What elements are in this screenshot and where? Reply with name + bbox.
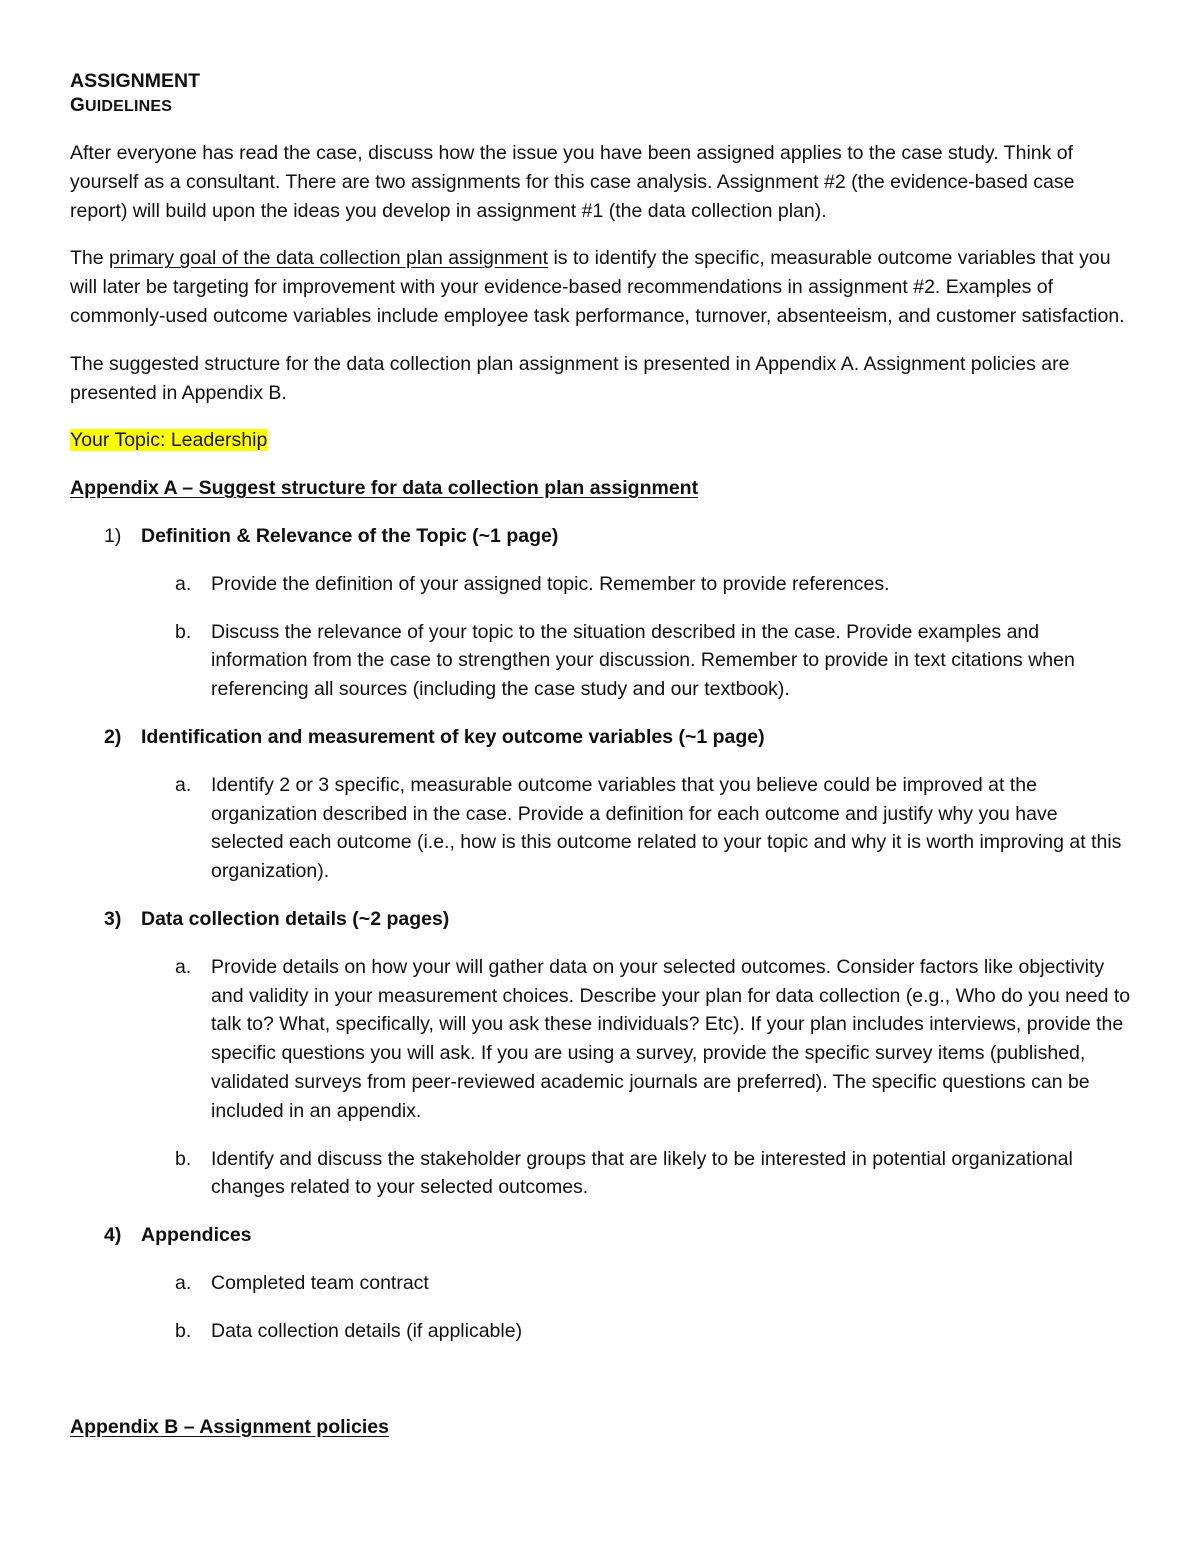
primary-goal-underlined: primary goal of the data collection plan assignment xyxy=(109,247,549,270)
item-text: Identify 2 or 3 specific, measurable outcome variables that you believe could be improved at the organization described in the case. Provide a definition for each outcome and justify why you have selected each outcome (i.e., how is this outcome related to your topic and why it is worth improving at this organization). xyxy=(211,773,1122,883)
document-title: ASSIGNMENT xyxy=(70,70,201,92)
p2-rest: is to identify the specific, measurable outcome variables that you will later be targeting for improvement with your evidence-based recommendations in assignment #2. Examples of commonly-used outcome variables include employee task performance, turnover, absenteeism, and customer satisfaction. xyxy=(70,247,1125,327)
section-title: Appendices xyxy=(141,1224,252,1247)
section-number: 2) xyxy=(104,725,122,748)
item-text: Discuss the relevance of your topic to the situation described in the case. Provide examples and information from the case to strengthen your discussion. Remember to provide in text citations when referencing all sources (including the case study and our textbook). xyxy=(211,620,1075,701)
list-item xyxy=(70,1145,1135,1203)
p2-lead: The xyxy=(70,247,110,270)
section-number: 1) xyxy=(104,524,122,547)
item-letter: a. xyxy=(175,773,192,796)
item-text: Data collection details (if applicable) xyxy=(211,1319,523,1342)
intro-paragraph-3: The suggested structure for the data collection plan assignment is presented in Appendix A. Assignment policies are presented in Appendix B. xyxy=(70,352,1070,404)
list-item xyxy=(70,618,1135,704)
intro-paragraph-2 xyxy=(70,244,1135,330)
topic-highlight: Your Topic: Leadership xyxy=(70,429,268,452)
section-2-heading xyxy=(70,723,1135,752)
section-4-heading xyxy=(70,1221,1135,1250)
spacer xyxy=(70,1365,1135,1413)
subtitle-initial: G xyxy=(70,95,85,116)
item-text: Identify and discuss the stakeholder groups that are likely to be interested in potential organizational changes related to your selected outcomes. xyxy=(211,1147,1073,1199)
item-letter: a. xyxy=(175,955,192,978)
list-item xyxy=(70,1269,1135,1298)
section-title: Identification and measurement of key outcome variables (~1 page) xyxy=(141,725,765,748)
list-item xyxy=(70,570,1135,599)
intro-paragraph-1: After everyone has read the case, discuss how the issue you have been assigned applies to the case study. Think of yourself as a consultant. There are two assignments for this case analysis. Assignment #2 (the evidence-based case report) will build upon the ideas you develop in assignment #1 (the data collection plan). xyxy=(70,142,1075,222)
list-item xyxy=(70,953,1135,1126)
section-title: Data collection details (~2 pages) xyxy=(141,907,450,930)
section-3-heading xyxy=(70,905,1135,934)
section-number: 3) xyxy=(104,907,122,930)
document-page xyxy=(70,68,1135,1460)
item-text: Provide the definition of your assigned topic. Remember to provide references. xyxy=(211,572,890,595)
item-text: Completed team contract xyxy=(211,1271,429,1294)
item-letter: b. xyxy=(175,620,192,643)
list-item xyxy=(70,1317,1135,1346)
subtitle-rest: UIDELINES xyxy=(84,98,173,115)
section-title: Definition & Relevance of the Topic (~1 page) xyxy=(141,524,559,547)
item-letter: b. xyxy=(175,1319,192,1342)
item-text: Provide details on how your will gather data on your selected outcomes. Consider factors like objectivity and validity in your measurement choices. Describe your plan for data collection (e.g., Who do you need to talk to? What, specifically, will you ask these individuals? Etc). If your plan includes interviews, provide the specific questions you will ask. If you are using a survey, provide the specific survey items (published, validated surveys from peer-reviewed academic journals are preferred). The specific questions can be included in an appendix. xyxy=(211,955,1131,1122)
item-letter: a. xyxy=(175,572,192,595)
document-subtitle xyxy=(70,94,1135,119)
item-letter: b. xyxy=(175,1147,192,1170)
item-letter: a. xyxy=(175,1271,192,1294)
section-number: 4) xyxy=(104,1224,122,1247)
section-1-heading xyxy=(70,522,1135,551)
appendix-a-heading: Appendix A – Suggest structure for data collection plan assignment xyxy=(70,477,699,500)
topic-line xyxy=(70,426,1135,455)
list-item xyxy=(70,771,1135,886)
appendix-b-heading: Appendix B – Assignment policies xyxy=(70,1415,389,1438)
